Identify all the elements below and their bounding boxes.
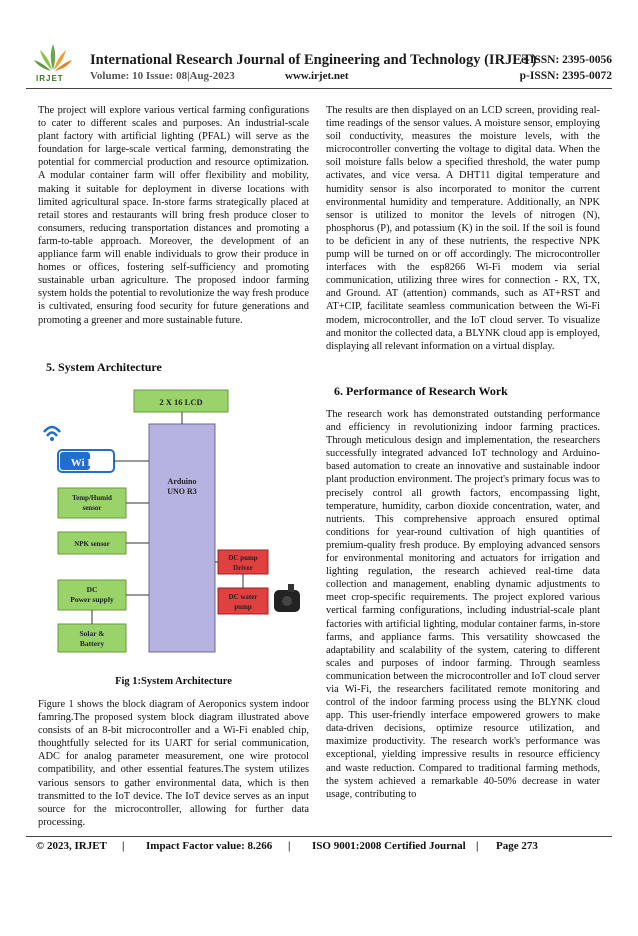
- logo-wordmark: IRJET: [36, 74, 64, 83]
- arduino-block: [149, 424, 215, 652]
- journal-title: International Research Journal of Engineering and Technology (IRJET): [90, 52, 537, 68]
- footer-sep-3: |: [476, 840, 479, 852]
- header-divider: [26, 88, 612, 89]
- performance-text: The research work has demonstrated outstanding performance and efficiency in revolutionizing indoor farming practices. Through meticulous design and implementation, the researchers successfully integrated advanced IoT technology and Arduino-based automation to create an innovative and sustainable indoor plant production environment. The project's primary focus was to precisely control all growth factors, encompassing light, temperature, humidity, carbon dioxide concentration, water, and nutrients. This comprehensive approach ensured optimal conditions for year-round cultivation of high quantities of premium-quality fresh produce. By employing advanced sensors for environmental monitoring and actuators for irrigation and lighting regulation, the research achieved real-time data collection and management, enabling dynamic adjustments to meet crop-specific requirements. The project explored various vertical farming configurations, including industrial-scale plant factories with artificial lighting, modular container farms, in-store farms, and appliance farms. This versatility showcased the adaptability and scalability of the system, catering to different scales and purposes of indoor farming. Through seamless communication between the microcontroller and IoT cloud server via Wi-Fi, the researchers facilitated remote monitoring and control of the indoor farming process using the BLYNK cloud app. This user-friendly interface empowered growers to make data-driven decisions, optimize resource utilization, and maximize productivity. The research work's performance was exceptional, yielding impressive results in resource efficiency and waste reduction. Compared to traditional farming methods, the system achieved a remarkable 40-50% decrease in water usage, contributing to: [326, 409, 600, 800]
- footer-sep-1: |: [122, 840, 125, 852]
- dc-label-1: DC: [86, 585, 98, 594]
- performance-paragraph: [326, 408, 600, 801]
- wifi-icon: [44, 427, 60, 441]
- solar-label-2: Battery: [79, 639, 105, 648]
- results-paragraph: [326, 104, 600, 353]
- pump-driver-label-1: DC pump: [228, 554, 258, 562]
- system-architecture-diagram: [38, 384, 310, 654]
- footer-iso: ISO 9001:2008 Certified Journal: [312, 840, 466, 852]
- intro-text: The project will explore various vertical farming configurations to cater to different scales and purposes. An industrial-scale plant factory with artificial lighting (PFAL) will serve as the foundation for large-scale vertical farming, demonstrating the potential for commercial production and resource optimization. A modular container farm will offer flexibility and mobility, making it suitable for deployment in diverse locations with limited agricultural space. In-store farms strategically placed at retail stores and restaurants will bring fresh produce closer to consumers, reducing transportation distances and promoting a farm-to-table approach. Moreover, the development of an appliance farm will enable individuals to grow their produce in homes or offices, fostering self-sufficiency and promoting sustainable urban agriculture. The proposed indoor farming system holds the potential to revolutionize the way fresh produce is cultivated, ensuring food security for future generations and promoting a greener and more sustainable future.: [38, 105, 309, 326]
- section-heading-performance: 6. Performance of Research Work: [334, 384, 508, 398]
- lcd-label: 2 X 16 LCD: [159, 397, 203, 407]
- temp-humid-block: [58, 488, 126, 518]
- npk-label: NPK sensor: [74, 540, 110, 548]
- water-pump-label-1: DC water: [228, 593, 258, 601]
- footer-sep-2: |: [288, 840, 291, 852]
- section-heading-system-architecture: 5. System Architecture: [46, 360, 162, 374]
- results-text: The results are then displayed on an LCD screen, providing real-time readings of the sensor values. A moisture sensor, employing soil conductivity, measures the moisture levels, with the microcontroller converting the voltage to digital data. When the soil moisture falls below a specified threshold, the water pump activates, and vice versa. A DHT11 digital temperature and humidity sensor is also incorporated to monitor the current environmental humidity and temperature. Additionally, an NPK sensor is utilized to monitor the levels of nitrogen (N), phosphorus (P), and potassium (K) in the soil. If the soil is found to be deficient in any of these nutrients, the respective NPK pump will be turned on or off accordingly. The microcontroller interfaces with the esp8266 Wi-Fi modem via serial communication, utilizing three wires for connection - RX, TX, and Ground. AT (attention) commands, such as AT+RST and AT+CIP, facilitate seamless communication between the Wi-Fi modem, microcontroller, and the IoT cloud server. To visualize and monitor the collected data, a BLYNK cloud app is employed, displaying all relevant information on a virtual display.: [326, 105, 600, 352]
- footer-page-number: Page 273: [496, 840, 538, 852]
- water-pump-icon: [274, 584, 300, 612]
- solar-label-1: Solar &: [79, 629, 105, 638]
- figure-description-text: Figure 1 shows the block diagram of Aeroponics system indoor famring.The proposed system block diagram illustrated above consists of an 8-bit microcontroller and a Wi-Fi enabled chip, thoughtfully selected for its UART for serial communication, ADC for analog parameter measurement, one wire protocol compatibility, and other essential features.The system utilizes various sensors to gather environmental data, which is then transmitted to the IoT device. The IoT device serves as an input source for the microcontroller, allowing for further data processing.: [38, 699, 309, 828]
- journal-url[interactable]: www.irjet.net: [285, 70, 349, 82]
- dc-label-2: Power supply: [70, 595, 114, 604]
- temp-label-2: sensor: [82, 504, 102, 512]
- figure-description: [38, 698, 309, 829]
- wifi-label: Wi Fi: [70, 457, 98, 469]
- page-header: [0, 0, 638, 92]
- intro-paragraph: [38, 104, 309, 327]
- footer-impact-factor: Impact Factor value: 8.266: [146, 840, 273, 852]
- arduino-label-2: UNO R3: [167, 487, 197, 496]
- footer-divider: [26, 836, 612, 837]
- temp-label-1: Temp/Humid: [72, 494, 112, 502]
- p-issn: p-ISSN: 2395-0072: [519, 70, 612, 82]
- water-pump-label-2: pump: [234, 603, 252, 611]
- figure-caption: Fig 1:System Architecture: [115, 676, 232, 687]
- arduino-label-1: Arduino: [167, 477, 197, 486]
- volume-issue: Volume: 10 Issue: 08|Aug-2023: [90, 70, 235, 82]
- pump-driver-label-2: Driver: [233, 564, 253, 572]
- e-issn: e-ISSN: 2395-0056: [520, 54, 612, 66]
- page-footer: [26, 840, 612, 936]
- footer-copyright: © 2023, IRJET: [36, 840, 107, 852]
